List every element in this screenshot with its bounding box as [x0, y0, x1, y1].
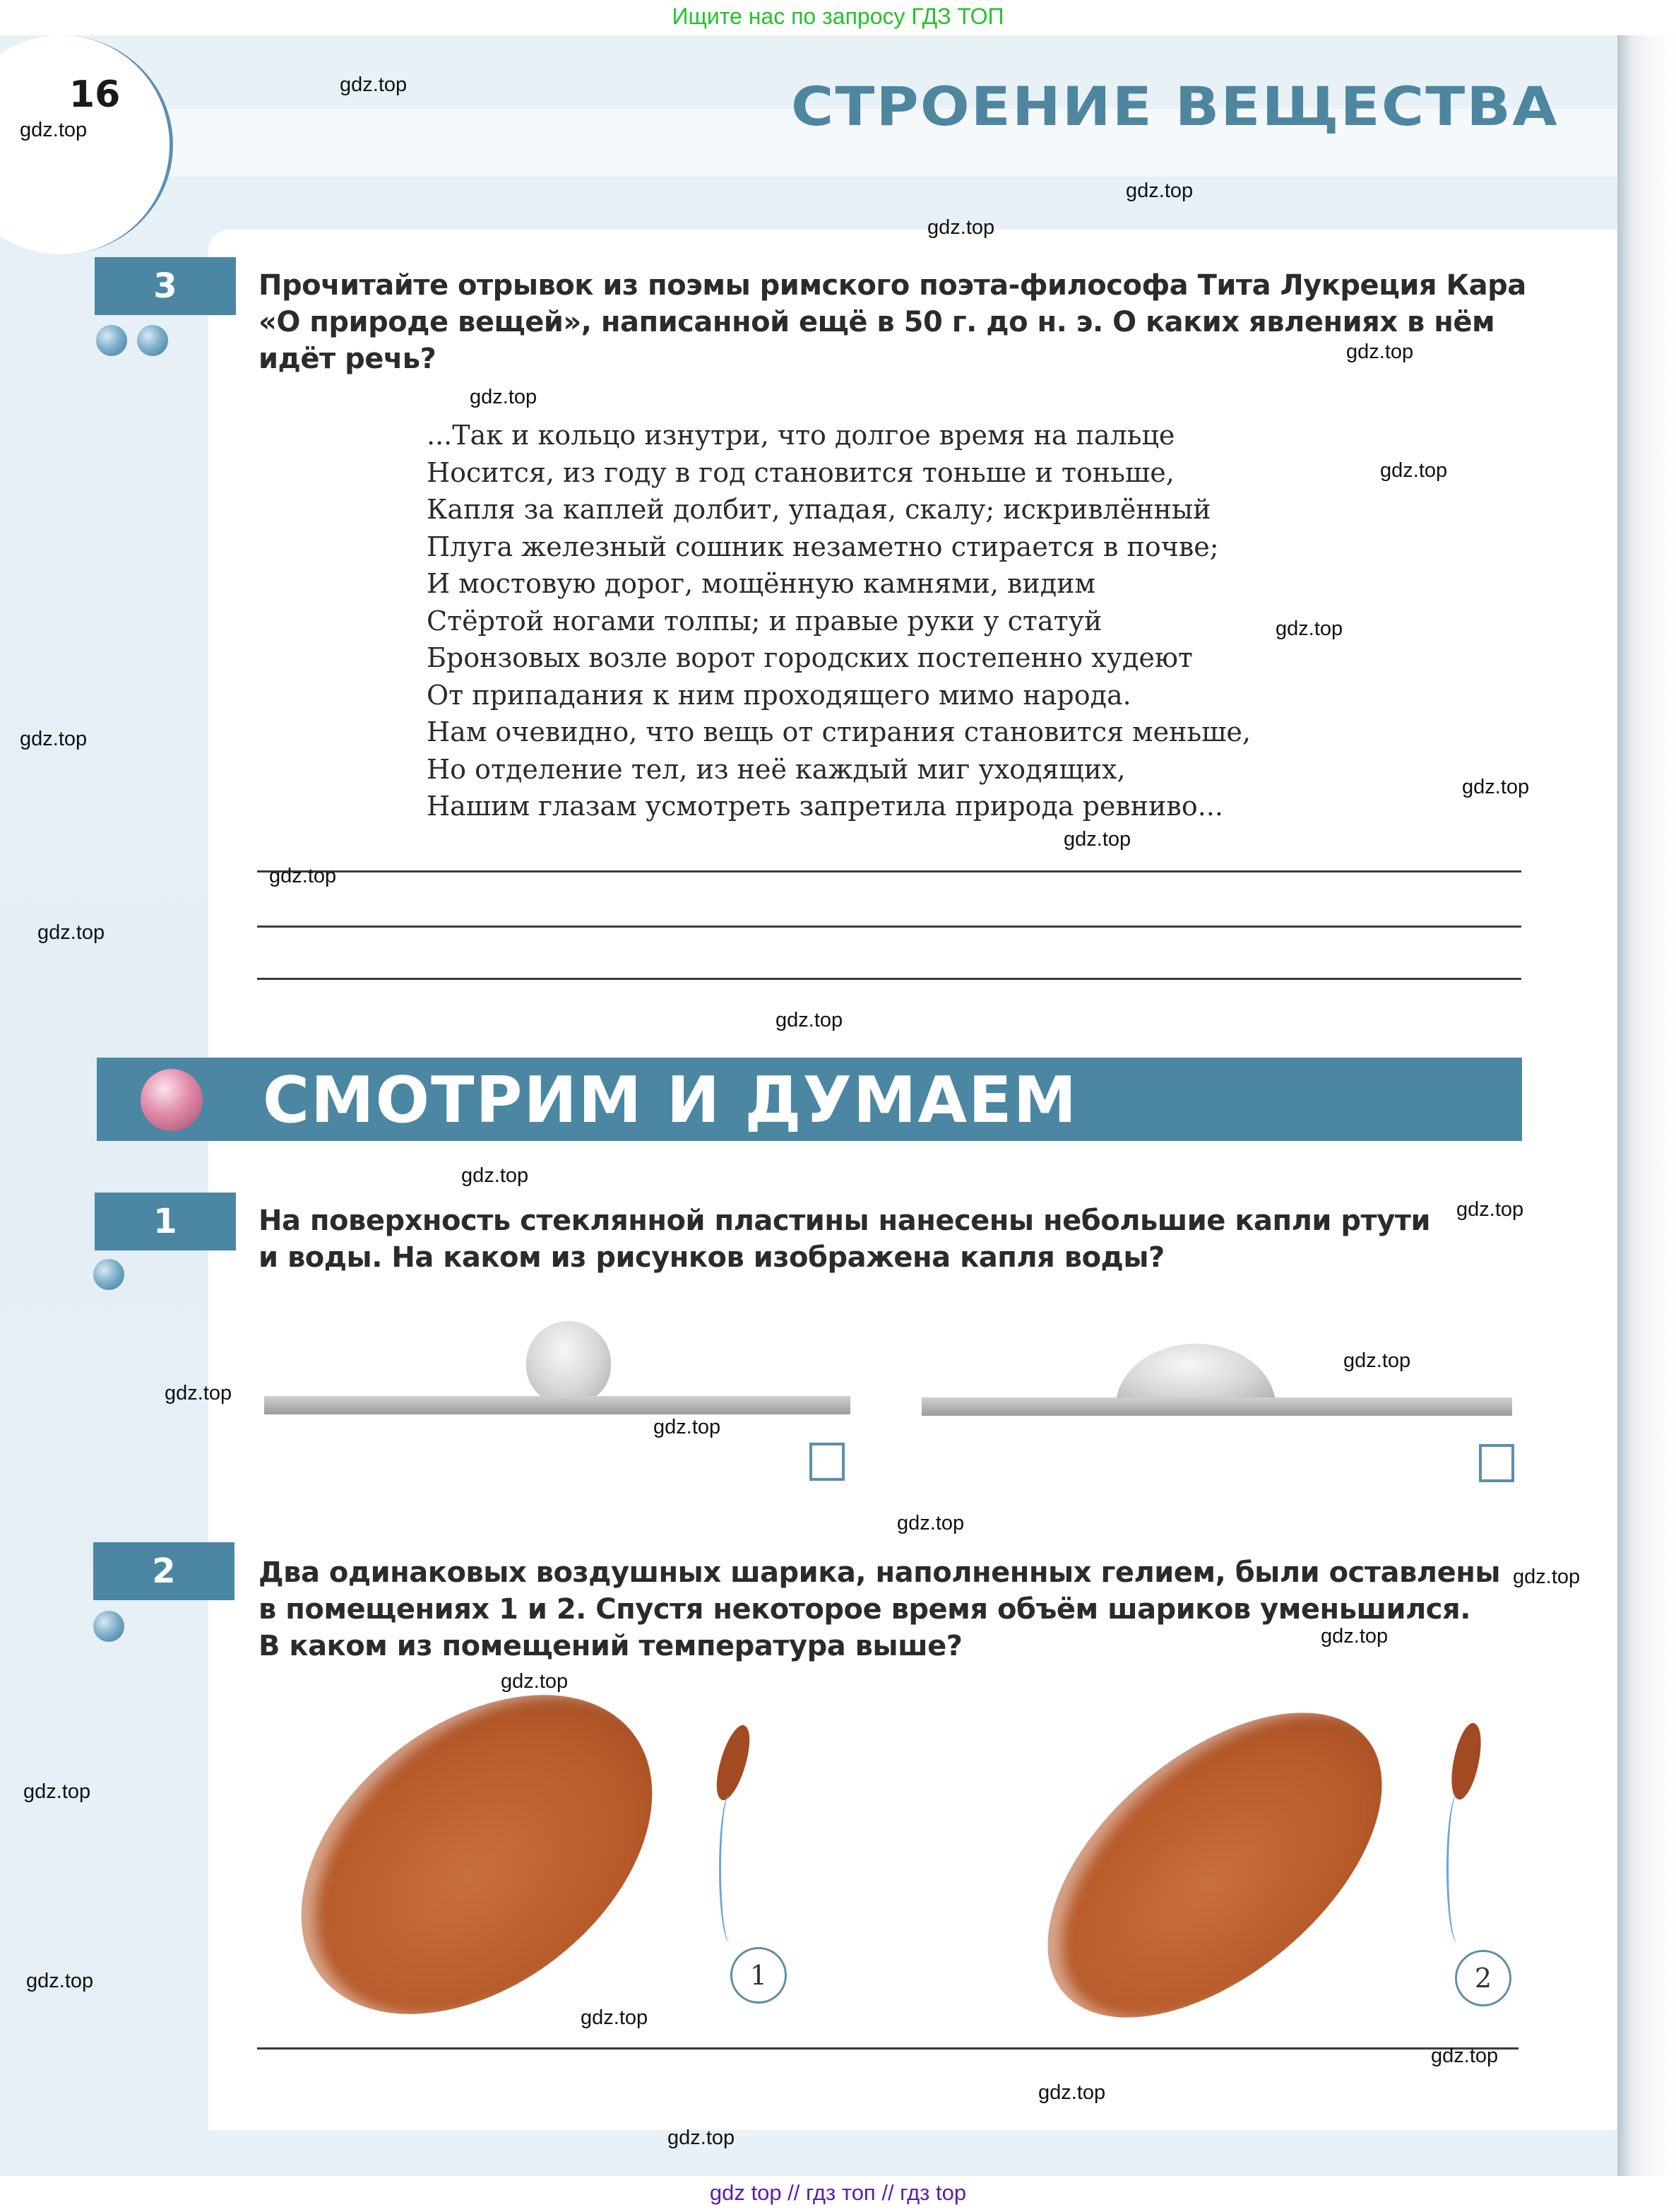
- question-line: идёт речь?: [258, 343, 436, 375]
- section-title: СМОТРИМ И ДУМАЕМ: [263, 1063, 1078, 1137]
- pink-ball-icon: [141, 1069, 203, 1131]
- room-number-badge: [1455, 1950, 1511, 2006]
- poem-line: Стёртой ногами толпы; и правые руки у статуй: [427, 605, 1103, 637]
- difficulty-dot-icon: [93, 1611, 124, 1642]
- question-line: в помещениях 1 и 2. Спустя некоторое время объём шариков уменьшился.: [258, 1593, 1470, 1626]
- chapter-title: СТРОЕНИЕ ВЕЩЕСТВА: [791, 75, 1559, 138]
- difficulty-dot-icon: [93, 1259, 124, 1290]
- task1-question: [258, 1202, 1430, 1276]
- watermark: gdz.top: [1346, 341, 1414, 363]
- watermark: gdz.top: [37, 921, 105, 944]
- task-number-badge: [95, 1193, 236, 1250]
- watermark: gdz.top: [1321, 1625, 1389, 1648]
- poem-line: Плуга железный сошник незаметно стирается в почве;: [427, 531, 1219, 562]
- watermark: gdz.top: [20, 728, 88, 750]
- watermark: gdz.top: [1431, 2045, 1499, 2067]
- question-line: В каком из помещений температура выше?: [258, 1630, 963, 1662]
- watermark: gdz.top: [1462, 776, 1530, 798]
- watermark: gdz.top: [1343, 1349, 1411, 1372]
- watermark: gdz.top: [927, 216, 995, 239]
- balloon-string-icon: [1446, 1794, 1468, 1943]
- search-hint-text: Ищите нас по запросу ГДЗ ТОП: [672, 4, 1004, 29]
- poem-line: Нашим глазам усмотреть запретила природа ревниво...: [427, 791, 1223, 822]
- watermark: gdz.top: [775, 1009, 843, 1031]
- footer-text[interactable]: gdz top // гдз топ // гдз top: [709, 2180, 967, 2205]
- question-line: Два одинаковых воздушных шарика, наполненных гелием, были оставлены: [258, 1556, 1501, 1589]
- watermark: gdz.top: [581, 2006, 648, 2029]
- watermark: gdz.top: [653, 1416, 721, 1438]
- watermark: gdz.top: [897, 1512, 965, 1534]
- poem-line: Но отделение тел, из неё каждый миг уходящих,: [427, 753, 1126, 785]
- watermark: gdz.top: [20, 119, 88, 141]
- task2-question: [258, 1554, 1500, 1664]
- room-number-badge: [730, 1947, 787, 2004]
- section-banner: [97, 1058, 1522, 1141]
- answer-line[interactable]: [257, 978, 1521, 980]
- watermark: gdz.top: [667, 2127, 735, 2149]
- watermark: gdz.top: [461, 1164, 529, 1187]
- poem-line: Бронзовых возле ворот городских постепенно худеют: [427, 642, 1193, 673]
- question-line: Прочитайте отрывок из поэмы римского поэта-философа Тита Лукреция Кара: [258, 269, 1526, 302]
- poem-line: Капля за каплей долбит, упадая, скалу; искривлённый: [427, 494, 1211, 525]
- poem-line: Носится, из году в год становится тоньше и тоньше,: [427, 456, 1175, 488]
- watermark: gdz.top: [1126, 179, 1194, 202]
- room-number: 1: [749, 1960, 768, 1991]
- watermark: gdz.top: [1064, 828, 1131, 851]
- task3-question: [258, 267, 1526, 377]
- watermark: gdz.top: [470, 386, 537, 408]
- poem-excerpt: [427, 417, 1251, 825]
- difficulty-dot-icon: [137, 325, 168, 356]
- task-number: 2: [152, 1551, 176, 1591]
- glass-plate-left: [264, 1396, 850, 1414]
- page-number-badge: [0, 35, 173, 254]
- watermark: gdz.top: [340, 73, 408, 96]
- mercury-drop-round-icon: [526, 1321, 611, 1404]
- poem-line: И мостовую дорог, мощённую камнями, видим: [427, 568, 1096, 599]
- watermark: gdz.top: [1380, 459, 1448, 482]
- page-number: 16: [69, 73, 121, 116]
- question-line: и воды. На каком из рисунков изображена капля воды?: [258, 1241, 1165, 1274]
- watermark: gdz.top: [26, 1970, 94, 1992]
- answer-line[interactable]: [257, 870, 1521, 873]
- footer-links: [0, 2176, 1676, 2212]
- poem-line: Нам очевидно, что вещь от стирания становится меньше,: [427, 716, 1251, 747]
- watermark: gdz.top: [1513, 1566, 1581, 1588]
- watermark: gdz.top: [165, 1382, 232, 1404]
- task-number: 3: [153, 266, 177, 306]
- option-checkbox-left[interactable]: [809, 1443, 845, 1481]
- book-gutter: [1617, 35, 1676, 2176]
- watermark: gdz.top: [269, 865, 337, 887]
- task-number-badge: [93, 1542, 234, 1600]
- question-line: На поверхность стеклянной пластины нанесены небольшие капли ртути: [258, 1205, 1430, 1237]
- answer-line[interactable]: [257, 2047, 1518, 2050]
- watermark: gdz.top: [23, 1780, 91, 1803]
- task-number: 1: [153, 1202, 177, 1241]
- watermark: gdz.top: [501, 1670, 569, 1693]
- task-number-badge: [95, 257, 236, 315]
- search-hint-banner: [0, 0, 1676, 34]
- watermark: gdz.top: [1038, 2081, 1106, 2104]
- option-checkbox-right[interactable]: [1479, 1444, 1514, 1482]
- answer-line[interactable]: [257, 925, 1521, 928]
- poem-line: ...Так и кольцо изнутри, что долгое время на пальце: [427, 420, 1175, 451]
- glass-plate-right: [922, 1397, 1512, 1416]
- watermark: gdz.top: [1276, 617, 1343, 640]
- question-line: «О природе вещей», написанной ещё в 50 г. до н. э. О каких явлениях в нём: [258, 306, 1495, 338]
- balloon-string-icon: [719, 1794, 741, 1943]
- poem-line: От припадания к ним проходящего мимо народа.: [427, 679, 1131, 711]
- difficulty-dot-icon: [96, 325, 127, 356]
- room-number: 2: [1474, 1963, 1492, 1994]
- watermark: gdz.top: [1456, 1198, 1524, 1221]
